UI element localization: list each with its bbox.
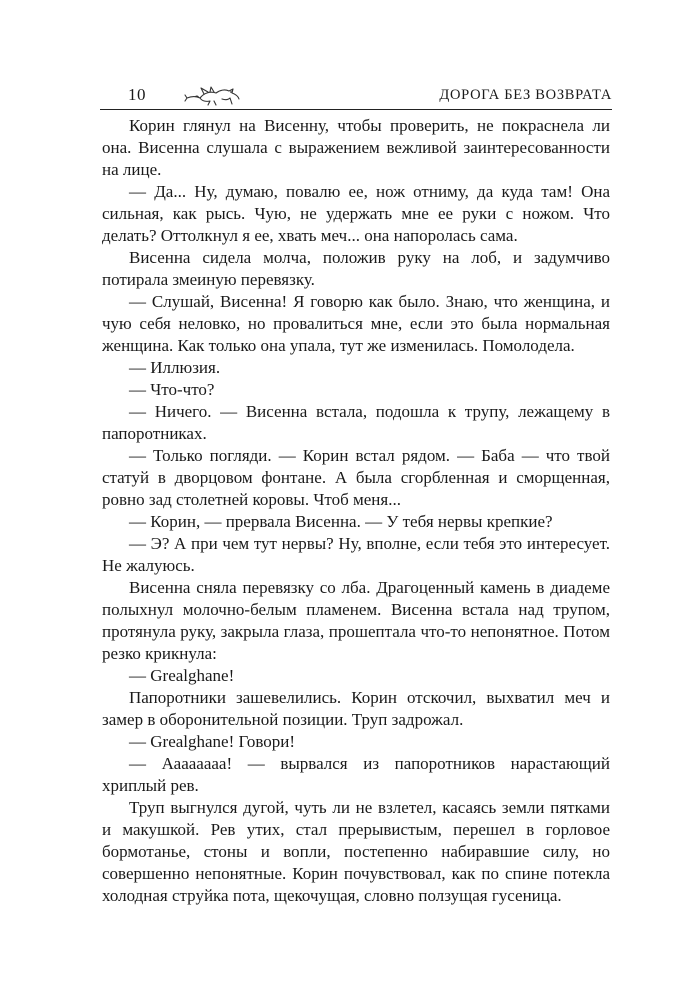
paragraph: — Иллюзия. [129,358,221,377]
header-rule [100,109,612,110]
paragraph: — Что-что? [129,380,215,399]
paragraph: Папоротники зашевелились. Корин отскочил, выхватил меч и замер в оборонительной позиции. Труп задрожал. [102,688,610,729]
paragraph: Корин глянул на Висенну, чтобы проверить, не покраснела ли она. Висенна слушала с выражением вежливой заинтересованности на лице. [102,116,610,179]
paragraph: — Только погляди. — Корин встал рядом. — Баба — что твой статуй в дворцовом фонтане. А была сгорбленная и сморщенная, ровно зад столетней коровы. Чтоб меня... [102,446,610,509]
paragraph: Висенна сидела молча, положив руку на лоб, и задумчиво потирала змеиную перевязку. [102,248,610,289]
paragraph: — Аааааааа! — вырвался из папоротников нарастающий хриплый рев. [102,754,610,795]
paragraph: — Ничего. — Висенна встала, подошла к трупу, лежащему в папоротниках. [102,402,610,443]
paragraph: — Grealghane! [129,666,235,685]
page-number: 10 [128,85,146,104]
paragraph: Висенна сняла перевязку со лба. Драгоценный камень в диадеме полыхнул молочно-белым пламенем. Висенна встала над трупом, протянула руку, закрыла глаза, прошептала что-то непонятное. Потом резко крикнула: [102,578,610,663]
paragraph: — Корин, — прервала Висенна. — У тебя нервы крепкие? [129,512,553,531]
paragraph: — Да... Ну, думаю, повалю ее, нож отниму, да куда там! Она сильная, как рысь. Чую, не удержать мне ее руки с ножом. Что делать? Оттолкнул я ее, хвать меч... она напоролась сама. [102,182,610,245]
paragraph: — Слушай, Висенна! Я говорю как было. Знаю, что женщина, и чую себя неловко, но провалиться мне, если это была нормальная женщина. Как только она упала, тут же изменилась. Помолодела. [102,292,610,355]
paragraph: Труп выгнулся дугой, чуть ли не взлетел, касаясь земли пятками и макушкой. Рев утих, стал прерывистым, перешел в горловое бормотанье, стоны и вопли, постепенно набиравшие силу, но совершенно непонятные. Корин почувствовал, как по спине потекла холодная струйка пота, щекочущая, словно ползущая гусеница. [102,798,610,905]
running-head [100,84,612,110]
paragraph: — Э? А при чем тут нервы? Ну, вполне, если тебя это интересует. Не жалуюсь. [102,534,610,575]
dragon-icon [184,84,242,108]
book-title: ДОРОГА БЕЗ ВОЗВРАТА [439,87,612,103]
paragraph: — Grealghane! Говори! [129,732,296,751]
body-text [102,115,610,907]
